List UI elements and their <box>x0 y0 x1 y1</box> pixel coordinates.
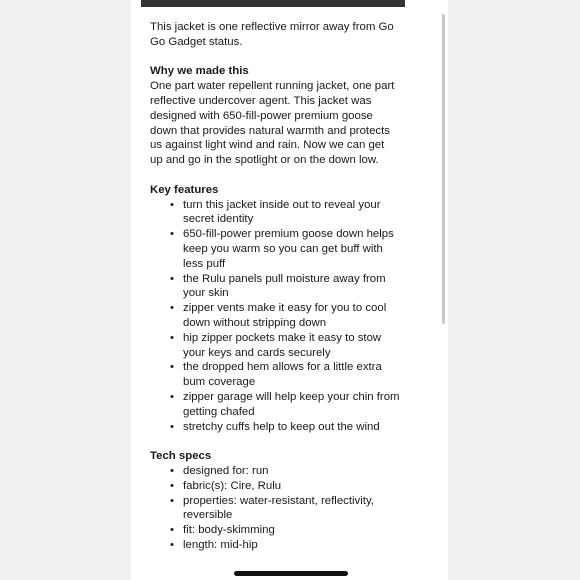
spec-item: • length: mid-hip <box>183 538 400 553</box>
product-description-screen <box>131 0 448 580</box>
spec-item: • fabric(s): Cire, Rulu <box>183 479 400 494</box>
top-bar <box>141 0 405 7</box>
specs-list <box>150 464 400 553</box>
feature-item: • zipper garage will help keep your chin from getting chafed <box>183 390 400 420</box>
spec-item: • properties: water-resistant, reflectivity, reversible <box>183 494 400 524</box>
feature-item: • 650-fill-power premium goose down helps keep you warm so you can get buff with less puff <box>183 227 400 271</box>
features-heading: Key features <box>150 183 219 196</box>
feature-item: • turn this jacket inside out to reveal your secret identity <box>183 198 400 228</box>
feature-item: • the dropped hem allows for a little extra bum coverage <box>183 360 400 390</box>
why-body: One part water repellent running jacket, one part reflective undercover agent. This jacket was designed with 650-fill-power premium goose down that provides natural warmth and protects us against light wind and rain. Now we can get up and go in the spotlight or on the down low. <box>150 80 395 167</box>
home-indicator[interactable] <box>234 571 348 576</box>
intro-text: This jacket is one reflective mirror away from Go Go Gadget status. <box>150 21 394 48</box>
scrollbar-thumb[interactable] <box>442 14 445 324</box>
feature-item: • hip zipper pockets make it easy to stow your keys and cards securely <box>183 331 400 361</box>
spec-item: • fit: body-skimming <box>183 523 400 538</box>
why-heading: Why we made this <box>150 65 249 78</box>
feature-item: • the Rulu panels pull moisture away from your skin <box>183 272 400 302</box>
feature-item: • stretchy cuffs help to keep out the wind <box>183 420 400 435</box>
scrollbar[interactable] <box>442 14 445 324</box>
spec-item: • designed for: run <box>183 464 400 479</box>
description-content <box>150 20 400 567</box>
specs-heading: Tech specs <box>150 450 212 463</box>
features-list <box>150 198 400 435</box>
feature-item: • zipper vents make it easy for you to cool down without stripping down <box>183 301 400 331</box>
